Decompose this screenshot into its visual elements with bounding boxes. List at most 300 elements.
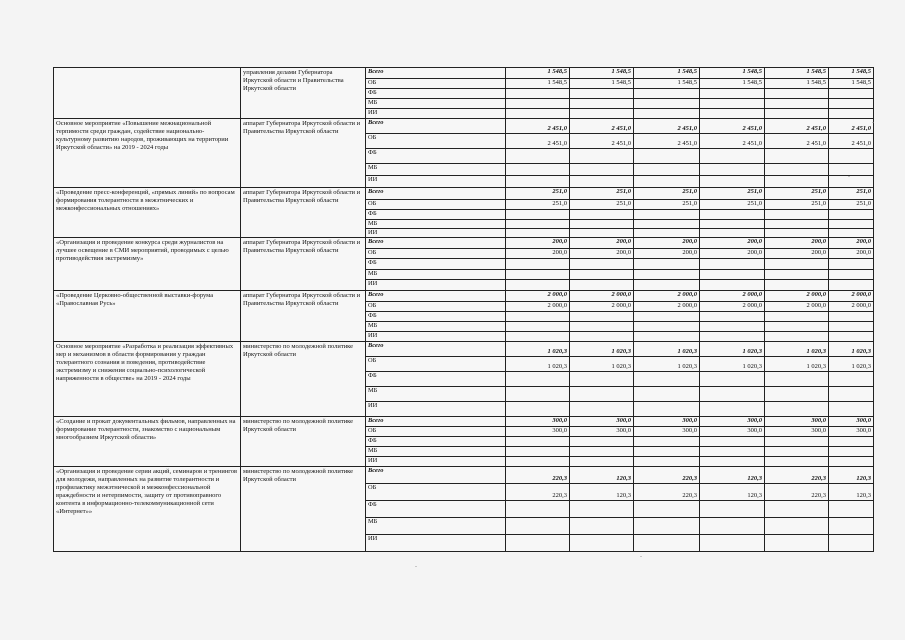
amount-cell bbox=[765, 220, 829, 229]
amount-cell bbox=[506, 109, 570, 119]
amount-cell bbox=[765, 501, 829, 518]
amount-cell: 300,0 bbox=[506, 417, 570, 427]
responsible-executor: министерство по молодежной политике Иркутской области bbox=[241, 342, 366, 417]
table-row bbox=[54, 238, 874, 249]
amount-cell bbox=[570, 99, 634, 109]
amount-cell bbox=[700, 99, 765, 109]
amount-cell: 251,0 bbox=[506, 188, 570, 200]
amount-cell bbox=[506, 372, 570, 387]
funding-source-cell: ФБ bbox=[366, 89, 506, 99]
responsible-executor: аппарат Губернатора Иркутской области и Правительства Иркутской области bbox=[241, 188, 366, 238]
amount-cell: 251,0 bbox=[634, 188, 700, 200]
amount-cell: 2 451,0 bbox=[765, 119, 829, 134]
amount-cell: 251,0 bbox=[634, 200, 700, 210]
amount-cell bbox=[700, 270, 765, 280]
amount-cell: 2 451,0 bbox=[829, 119, 874, 134]
responsible-executor: управления делами Губернатора Иркутской области и Правительства Иркутской области bbox=[241, 68, 366, 119]
amount-cell bbox=[506, 457, 570, 467]
amount-cell bbox=[634, 149, 700, 164]
amount-cell bbox=[506, 312, 570, 322]
amount-cell bbox=[829, 99, 874, 109]
table-row bbox=[54, 119, 874, 134]
amount-cell bbox=[570, 89, 634, 99]
funding-source-cell: Всего bbox=[366, 342, 506, 357]
activity-description bbox=[54, 68, 241, 119]
amount-cell bbox=[829, 89, 874, 99]
amount-cell: 251,0 bbox=[829, 188, 874, 200]
funding-source-cell: Всего bbox=[366, 238, 506, 249]
amount-cell: 1 020,3 bbox=[700, 342, 765, 357]
amount-cell bbox=[506, 322, 570, 332]
amount-cell bbox=[700, 501, 765, 518]
responsible-executor: министерство по молодежной политике Иркутской области bbox=[241, 467, 366, 552]
amount-cell: 300,0 bbox=[634, 417, 700, 427]
amount-cell: 300,0 bbox=[634, 427, 700, 437]
amount-cell: 2 451,0 bbox=[570, 134, 634, 149]
amount-cell bbox=[829, 447, 874, 457]
table-body bbox=[54, 68, 874, 552]
amount-cell bbox=[700, 109, 765, 119]
amount-cell: 220,3 bbox=[506, 467, 570, 484]
amount-cell bbox=[700, 164, 765, 176]
amount-cell: 300,0 bbox=[829, 417, 874, 427]
amount-cell bbox=[506, 229, 570, 238]
amount-cell: 1 020,3 bbox=[765, 342, 829, 357]
amount-cell bbox=[570, 229, 634, 238]
amount-cell bbox=[765, 99, 829, 109]
amount-cell bbox=[506, 149, 570, 164]
amount-cell: 200,0 bbox=[765, 249, 829, 259]
amount-cell: 2 000,0 bbox=[700, 291, 765, 302]
amount-cell: 251,0 bbox=[829, 200, 874, 210]
amount-cell: 1 548,5 bbox=[829, 79, 874, 89]
amount-cell bbox=[765, 387, 829, 402]
amount-cell bbox=[634, 372, 700, 387]
funding-source-cell: ФБ bbox=[366, 501, 506, 518]
amount-cell: 2 000,0 bbox=[570, 302, 634, 312]
amount-cell bbox=[634, 387, 700, 402]
funding-source-cell: Всего bbox=[366, 119, 506, 134]
amount-cell bbox=[634, 437, 700, 447]
amount-cell: 1 548,5 bbox=[765, 79, 829, 89]
amount-cell: 1 548,5 bbox=[829, 68, 874, 79]
amount-cell bbox=[570, 109, 634, 119]
amount-cell: 120,3 bbox=[829, 484, 874, 501]
amount-cell bbox=[570, 149, 634, 164]
amount-cell bbox=[700, 280, 765, 291]
amount-cell bbox=[506, 259, 570, 270]
activity-description: «Проведение пресс-конференций, «прямых линий» по вопросам формирования толерантности в межэтнических и межконфессиональных отношениях» bbox=[54, 188, 241, 238]
amount-cell bbox=[829, 372, 874, 387]
amount-cell bbox=[829, 210, 874, 220]
amount-cell bbox=[506, 518, 570, 535]
responsible-executor: аппарат Губернатора Иркутской области и Правительства Иркутской области bbox=[241, 119, 366, 188]
funding-source-cell: ОБ bbox=[366, 79, 506, 89]
amount-cell bbox=[765, 447, 829, 457]
amount-cell: 1 548,5 bbox=[506, 68, 570, 79]
amount-cell: 200,0 bbox=[570, 238, 634, 249]
amount-cell: 251,0 bbox=[570, 188, 634, 200]
amount-cell bbox=[570, 518, 634, 535]
scan-speck bbox=[415, 566, 417, 567]
funding-source-cell: Всего bbox=[366, 417, 506, 427]
amount-cell: 251,0 bbox=[506, 200, 570, 210]
amount-cell: 251,0 bbox=[765, 200, 829, 210]
amount-cell bbox=[570, 164, 634, 176]
amount-cell: 2 000,0 bbox=[829, 302, 874, 312]
amount-cell bbox=[765, 535, 829, 552]
amount-cell: 200,0 bbox=[765, 238, 829, 249]
funding-source-cell: Всего bbox=[366, 68, 506, 79]
amount-cell bbox=[570, 457, 634, 467]
amount-cell bbox=[829, 402, 874, 417]
table-row bbox=[54, 417, 874, 427]
budget-table bbox=[53, 67, 874, 552]
amount-cell bbox=[570, 280, 634, 291]
amount-cell: 200,0 bbox=[700, 238, 765, 249]
table-row bbox=[54, 467, 874, 484]
amount-cell bbox=[506, 387, 570, 402]
amount-cell bbox=[829, 437, 874, 447]
amount-cell bbox=[765, 280, 829, 291]
amount-cell bbox=[700, 535, 765, 552]
amount-cell: 1 020,3 bbox=[634, 357, 700, 372]
amount-cell bbox=[634, 164, 700, 176]
amount-cell: 120,3 bbox=[700, 467, 765, 484]
amount-cell bbox=[765, 322, 829, 332]
amount-cell bbox=[829, 229, 874, 238]
funding-source-cell: МБ bbox=[366, 270, 506, 280]
amount-cell bbox=[634, 176, 700, 188]
amount-cell: 2 000,0 bbox=[506, 302, 570, 312]
amount-cell bbox=[700, 447, 765, 457]
amount-cell bbox=[634, 259, 700, 270]
amount-cell bbox=[765, 332, 829, 342]
amount-cell: 1 548,5 bbox=[765, 68, 829, 79]
amount-cell bbox=[765, 372, 829, 387]
amount-cell bbox=[765, 312, 829, 322]
amount-cell bbox=[570, 259, 634, 270]
amount-cell bbox=[700, 457, 765, 467]
amount-cell bbox=[700, 312, 765, 322]
amount-cell bbox=[765, 518, 829, 535]
amount-cell: 2 451,0 bbox=[570, 119, 634, 134]
funding-source-cell: ФБ bbox=[366, 372, 506, 387]
amount-cell: 2 000,0 bbox=[506, 291, 570, 302]
funding-source-cell: МБ bbox=[366, 447, 506, 457]
amount-cell: 300,0 bbox=[506, 427, 570, 437]
funding-source-cell: ФБ bbox=[366, 149, 506, 164]
amount-cell bbox=[765, 270, 829, 280]
amount-cell bbox=[829, 149, 874, 164]
amount-cell bbox=[765, 437, 829, 447]
amount-cell bbox=[634, 220, 700, 229]
amount-cell: 251,0 bbox=[765, 188, 829, 200]
amount-cell bbox=[634, 457, 700, 467]
activity-description: «Создание и прокат документальных фильмов, направленных на формирование толерантности, знакомство с национальным многообразием Иркутской области» bbox=[54, 417, 241, 467]
amount-cell bbox=[634, 280, 700, 291]
amount-cell bbox=[506, 447, 570, 457]
scan-speck bbox=[640, 556, 642, 557]
amount-cell bbox=[570, 270, 634, 280]
funding-source-cell: ФБ bbox=[366, 210, 506, 220]
amount-cell bbox=[829, 387, 874, 402]
table-row bbox=[54, 188, 874, 200]
responsible-executor: министерство по молодежной политике Иркутской области bbox=[241, 417, 366, 467]
amount-cell bbox=[700, 259, 765, 270]
amount-cell bbox=[634, 99, 700, 109]
amount-cell bbox=[829, 518, 874, 535]
amount-cell bbox=[765, 149, 829, 164]
amount-cell: 2 000,0 bbox=[765, 302, 829, 312]
amount-cell bbox=[829, 280, 874, 291]
amount-cell bbox=[829, 501, 874, 518]
funding-source-cell: ФБ bbox=[366, 437, 506, 447]
amount-cell: 220,3 bbox=[765, 484, 829, 501]
amount-cell bbox=[506, 164, 570, 176]
amount-cell: 300,0 bbox=[765, 417, 829, 427]
amount-cell: 200,0 bbox=[506, 249, 570, 259]
amount-cell bbox=[829, 259, 874, 270]
responsible-executor: аппарат Губернатора Иркутской области и Правительства Иркутской области bbox=[241, 291, 366, 342]
amount-cell: 200,0 bbox=[634, 249, 700, 259]
amount-cell: 1 020,3 bbox=[634, 342, 700, 357]
amount-cell bbox=[634, 447, 700, 457]
amount-cell bbox=[700, 176, 765, 188]
amount-cell bbox=[570, 372, 634, 387]
amount-cell: 200,0 bbox=[700, 249, 765, 259]
amount-cell: 1 020,3 bbox=[765, 357, 829, 372]
amount-cell bbox=[506, 280, 570, 291]
amount-cell bbox=[634, 322, 700, 332]
amount-cell: 200,0 bbox=[829, 238, 874, 249]
amount-cell: 1 020,3 bbox=[829, 357, 874, 372]
amount-cell bbox=[765, 402, 829, 417]
amount-cell bbox=[634, 332, 700, 342]
amount-cell bbox=[829, 322, 874, 332]
amount-cell bbox=[570, 210, 634, 220]
scan-speck bbox=[872, 122, 874, 123]
amount-cell: 251,0 bbox=[570, 200, 634, 210]
amount-cell bbox=[700, 149, 765, 164]
amount-cell bbox=[829, 176, 874, 188]
amount-cell: 1 020,3 bbox=[506, 357, 570, 372]
amount-cell bbox=[700, 518, 765, 535]
amount-cell bbox=[700, 229, 765, 238]
amount-cell: 2 451,0 bbox=[700, 119, 765, 134]
amount-cell: 1 548,5 bbox=[634, 68, 700, 79]
amount-cell bbox=[570, 535, 634, 552]
funding-source-cell: Всего bbox=[366, 291, 506, 302]
funding-source-cell: ИИ bbox=[366, 229, 506, 238]
table-row bbox=[54, 342, 874, 357]
amount-cell: 1 020,3 bbox=[829, 342, 874, 357]
amount-cell bbox=[765, 210, 829, 220]
amount-cell: 2 000,0 bbox=[700, 302, 765, 312]
amount-cell bbox=[506, 501, 570, 518]
amount-cell bbox=[765, 109, 829, 119]
amount-cell bbox=[506, 210, 570, 220]
funding-source-cell: ИИ bbox=[366, 109, 506, 119]
amount-cell bbox=[765, 176, 829, 188]
amount-cell: 2 000,0 bbox=[829, 291, 874, 302]
funding-source-cell: ИИ bbox=[366, 402, 506, 417]
amount-cell: 2 451,0 bbox=[506, 119, 570, 134]
amount-cell: 2 000,0 bbox=[765, 291, 829, 302]
amount-cell: 1 020,3 bbox=[570, 357, 634, 372]
amount-cell bbox=[506, 332, 570, 342]
funding-source-cell: ИИ bbox=[366, 280, 506, 291]
funding-source-cell: Всего bbox=[366, 188, 506, 200]
amount-cell: 120,3 bbox=[700, 484, 765, 501]
amount-cell bbox=[634, 312, 700, 322]
amount-cell: 1 548,5 bbox=[700, 79, 765, 89]
amount-cell: 1 548,5 bbox=[570, 68, 634, 79]
amount-cell bbox=[570, 332, 634, 342]
amount-cell bbox=[829, 109, 874, 119]
amount-cell bbox=[570, 220, 634, 229]
amount-cell bbox=[700, 437, 765, 447]
funding-source-cell: МБ bbox=[366, 220, 506, 229]
funding-source-cell: ФБ bbox=[366, 259, 506, 270]
amount-cell bbox=[506, 437, 570, 447]
amount-cell: 200,0 bbox=[570, 249, 634, 259]
amount-cell bbox=[634, 89, 700, 99]
amount-cell: 220,3 bbox=[634, 484, 700, 501]
amount-cell bbox=[570, 176, 634, 188]
amount-cell bbox=[700, 372, 765, 387]
activity-description: «Организация и проведение конкурса среди журналистов на лучшее освещение в СМИ мероприятий, проводимых с целью противодействия экстремизму» bbox=[54, 238, 241, 291]
amount-cell: 2 451,0 bbox=[634, 119, 700, 134]
funding-source-cell: ОБ bbox=[366, 200, 506, 210]
activity-description: «Проведение Церковно-общественной выставки-форума «Православная Русь» bbox=[54, 291, 241, 342]
amount-cell: 1 548,5 bbox=[506, 79, 570, 89]
amount-cell bbox=[506, 89, 570, 99]
amount-cell: 1 020,3 bbox=[570, 342, 634, 357]
amount-cell: 1 020,3 bbox=[700, 357, 765, 372]
amount-cell: 300,0 bbox=[829, 427, 874, 437]
amount-cell: 120,3 bbox=[570, 467, 634, 484]
amount-cell bbox=[570, 312, 634, 322]
funding-source-cell: ОБ bbox=[366, 302, 506, 312]
funding-source-cell: МБ bbox=[366, 387, 506, 402]
amount-cell bbox=[570, 437, 634, 447]
amount-cell bbox=[829, 270, 874, 280]
funding-source-cell: ОБ bbox=[366, 134, 506, 149]
funding-source-cell: ИИ bbox=[366, 457, 506, 467]
amount-cell bbox=[700, 220, 765, 229]
amount-cell bbox=[634, 270, 700, 280]
amount-cell bbox=[765, 89, 829, 99]
funding-source-cell: ИИ bbox=[366, 332, 506, 342]
amount-cell: 2 451,0 bbox=[700, 134, 765, 149]
table-row bbox=[54, 291, 874, 302]
amount-cell bbox=[634, 210, 700, 220]
amount-cell bbox=[506, 176, 570, 188]
amount-cell: 220,3 bbox=[634, 467, 700, 484]
amount-cell bbox=[700, 322, 765, 332]
funding-source-cell: Всего bbox=[366, 467, 506, 484]
amount-cell: 2 451,0 bbox=[506, 134, 570, 149]
amount-cell bbox=[765, 457, 829, 467]
amount-cell: 1 020,3 bbox=[506, 342, 570, 357]
amount-cell: 120,3 bbox=[829, 467, 874, 484]
amount-cell bbox=[829, 535, 874, 552]
amount-cell bbox=[506, 535, 570, 552]
amount-cell: 300,0 bbox=[570, 417, 634, 427]
amount-cell bbox=[765, 164, 829, 176]
amount-cell bbox=[506, 270, 570, 280]
amount-cell bbox=[634, 501, 700, 518]
amount-cell: 251,0 bbox=[700, 200, 765, 210]
amount-cell bbox=[700, 402, 765, 417]
amount-cell: 1 548,5 bbox=[570, 79, 634, 89]
amount-cell bbox=[700, 210, 765, 220]
amount-cell: 200,0 bbox=[634, 238, 700, 249]
amount-cell: 2 451,0 bbox=[765, 134, 829, 149]
funding-source-cell: ФБ bbox=[366, 312, 506, 322]
funding-source-cell: МБ bbox=[366, 518, 506, 535]
amount-cell bbox=[829, 164, 874, 176]
amount-cell bbox=[634, 109, 700, 119]
funding-source-cell: ИИ bbox=[366, 176, 506, 188]
funding-source-cell: ИИ bbox=[366, 535, 506, 552]
amount-cell bbox=[570, 402, 634, 417]
amount-cell bbox=[506, 402, 570, 417]
funding-source-cell: МБ bbox=[366, 99, 506, 109]
responsible-executor: аппарат Губернатора Иркутской области и Правительства Иркутской области bbox=[241, 238, 366, 291]
amount-cell bbox=[700, 387, 765, 402]
amount-cell: 2 000,0 bbox=[570, 291, 634, 302]
amount-cell: 2 451,0 bbox=[634, 134, 700, 149]
table-row bbox=[54, 68, 874, 79]
amount-cell: 2 000,0 bbox=[634, 291, 700, 302]
amount-cell: 1 548,5 bbox=[634, 79, 700, 89]
funding-source-cell: ОБ bbox=[366, 357, 506, 372]
amount-cell bbox=[570, 447, 634, 457]
amount-cell: 300,0 bbox=[700, 427, 765, 437]
amount-cell bbox=[700, 332, 765, 342]
amount-cell bbox=[506, 220, 570, 229]
activity-description: Основное мероприятие «Разработка и реализация эффективных мер и механизмов в области формирования у граждан толерантного сознания и поведения, противодействие экстремизму и снижения социально-психологической напряженности в обществе» на 2019 - 2024 годы bbox=[54, 342, 241, 417]
amount-cell bbox=[570, 387, 634, 402]
scan-speck bbox=[848, 176, 850, 177]
funding-source-cell: ОБ bbox=[366, 249, 506, 259]
amount-cell bbox=[829, 332, 874, 342]
amount-cell: 1 548,5 bbox=[700, 68, 765, 79]
amount-cell bbox=[765, 259, 829, 270]
amount-cell bbox=[634, 518, 700, 535]
funding-source-cell: МБ bbox=[366, 164, 506, 176]
amount-cell: 300,0 bbox=[700, 417, 765, 427]
funding-source-cell: ОБ bbox=[366, 427, 506, 437]
amount-cell bbox=[570, 501, 634, 518]
amount-cell bbox=[634, 229, 700, 238]
funding-source-cell: МБ bbox=[366, 322, 506, 332]
amount-cell: 200,0 bbox=[829, 249, 874, 259]
amount-cell bbox=[634, 535, 700, 552]
amount-cell bbox=[829, 312, 874, 322]
amount-cell bbox=[506, 99, 570, 109]
amount-cell bbox=[829, 457, 874, 467]
amount-cell: 200,0 bbox=[506, 238, 570, 249]
amount-cell bbox=[634, 402, 700, 417]
amount-cell: 2 000,0 bbox=[634, 302, 700, 312]
amount-cell: 300,0 bbox=[765, 427, 829, 437]
funding-source-cell: ОБ bbox=[366, 484, 506, 501]
amount-cell: 2 451,0 bbox=[829, 134, 874, 149]
amount-cell: 120,3 bbox=[570, 484, 634, 501]
